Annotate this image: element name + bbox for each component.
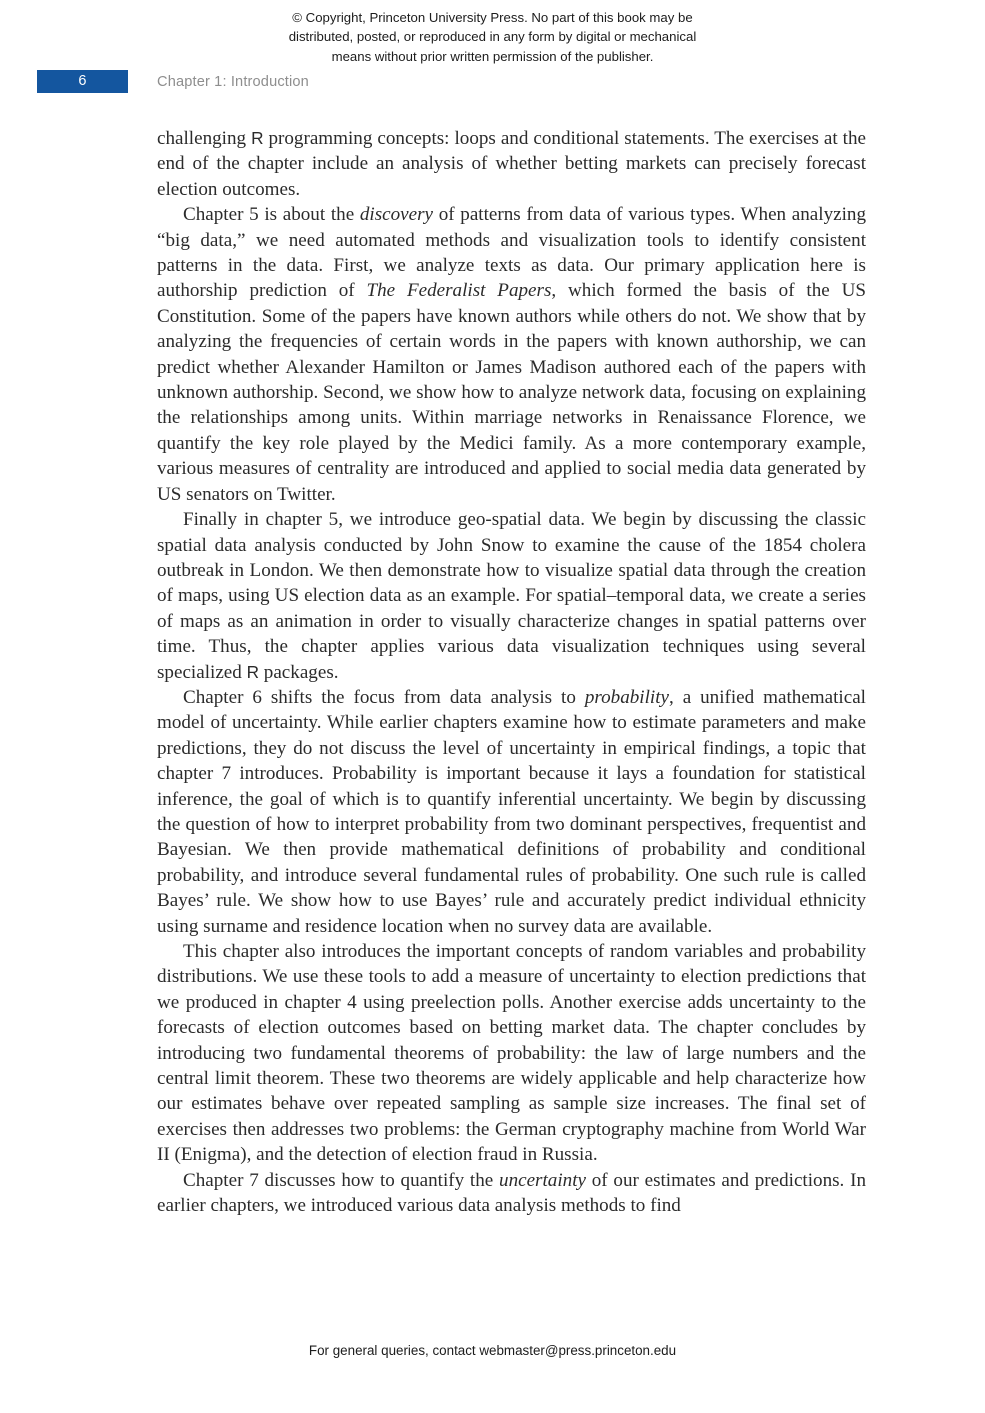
para-chapter-5-discovery bbox=[157, 202, 866, 507]
text-run: , which formed the basis of the US Constitution. Some of the papers have known authors while others do not. We show that by analyzing the frequencies of certain words in the papers with known authorship, we can predict whether Alexander Hamilton or James Madison authored each of the papers with unknown authorship. Second, we show how to analyze network data, focusing on explaining the relationships among units. Within marriage networks in Renaissance Florence, we quantify the key role played by the Medici family. As a more contemporary example, various measures of centrality are introduced and applied to social media data generated by US senators on Twitter. bbox=[157, 280, 867, 505]
text-run: Chapter 6 shifts the focus from data analysis to bbox=[183, 686, 585, 708]
text-run: programming concepts: loops and conditional statements. The exercises at the end of the chapter include an analysis of whether betting markets can precisely forecast election outcomes. bbox=[157, 128, 866, 200]
text-run: challenging bbox=[157, 128, 252, 149]
text-run-code: R bbox=[251, 128, 264, 148]
text-run: This chapter also introduces the important concepts of random variables and probability distributions. We use these tools to add a measure of uncertainty to election predictions that we produced in chapter 4 using preelection polls. Another exercise adds uncertainty to the forecasts of election outcomes based on betting market data. The chapter concludes by introducing two fundamental theorems of probability: the law of large numbers and the central limit theorem. These two theorems are widely applicable and help characterize how our estimates behave over repeated sampling as sample size increases. The final set of exercises then addresses two problems: the German cryptography machine from World War II (Enigma), and the detection of election fraud in Russia. bbox=[157, 941, 866, 1166]
text-run-italic: uncertainty bbox=[499, 1169, 586, 1191]
text-run: of our estimates and predictions. In earlier chapters, we introduced various data analysis methods to find bbox=[157, 1169, 866, 1217]
text-run: of patterns from data of various types. When analyzing “big data,” we need automated methods and visualization tools to identify consistent patterns in the data. First, we analyze texts as data. Our primary application here is authorship prediction of bbox=[157, 204, 866, 302]
chapter-title-label: Chapter 1: Introduction bbox=[157, 74, 309, 90]
text-run: Finally in chapter 5, we introduce geo-spatial data. We begin by discussing the classic spatial data analysis conducted by John Snow to examine the cause of the 1854 cholera outbreak in London. We then demonstrate how to visualize spatial data through the creation of maps, using US election data as an example. For spatial–temporal data, we create a series of maps as an animation in order to visually characterize changes in spatial patterns over time. Thus, the chapter applies various data visualization techniques using several specialized bbox=[157, 509, 866, 683]
text-run-italic: probability bbox=[584, 686, 669, 708]
page-number: 6 bbox=[78, 73, 87, 89]
footer-queries-notice: For general queries, contact webmaster@press.princeton.edu bbox=[308, 1343, 677, 1358]
copyright-line-2: distributed, posted, or reproduced in any form by digital or mechanical bbox=[288, 29, 697, 45]
copyright-line-1: © Copyright, Princeton University Press. No part of this book may be bbox=[292, 10, 693, 25]
copyright-notice bbox=[0, 8, 985, 66]
text-run-italic: The Federalist Papers bbox=[366, 280, 552, 302]
text-run: Chapter 5 is about the bbox=[183, 204, 360, 226]
text-run: packages. bbox=[259, 661, 339, 683]
text-run-italic: discovery bbox=[359, 204, 434, 226]
body-text-column bbox=[157, 126, 866, 1218]
copyright-line-3: means without prior written permission of the publisher. bbox=[331, 48, 654, 64]
para-chapter-6-probability bbox=[157, 685, 866, 939]
para-continued-ch4 bbox=[157, 126, 866, 202]
text-run: , a unified mathematical model of uncertainty. While earlier chapters examine how to estimate parameters and make predictions, they do not discuss the level of uncertainty in empirical findings, a topic that chapter 7 introduces. Probability is important because it lays a foundation for statistical inference, the goal of which is to quantify inferential uncertainty. We begin by discussing the question of how to interpret probability from two dominant perspectives, frequentist and Bayesian. We then provide mathematical definitions of probability and conditional probability, and introduce several fundamental rules of probability. One such rule is called Bayes’ rule. We show how to use Bayes’ rule and accurately predict individual ethnicity using surname and residence location when no survey data are available. bbox=[157, 686, 866, 937]
running-head bbox=[0, 70, 985, 94]
para-random-variables bbox=[157, 939, 866, 1168]
para-geospatial bbox=[157, 507, 866, 685]
para-chapter-7-uncertainty bbox=[157, 1168, 866, 1219]
text-run-code: R bbox=[246, 661, 260, 682]
page-number-badge bbox=[37, 70, 128, 93]
text-run: Chapter 7 discusses how to quantify the bbox=[183, 1169, 500, 1191]
